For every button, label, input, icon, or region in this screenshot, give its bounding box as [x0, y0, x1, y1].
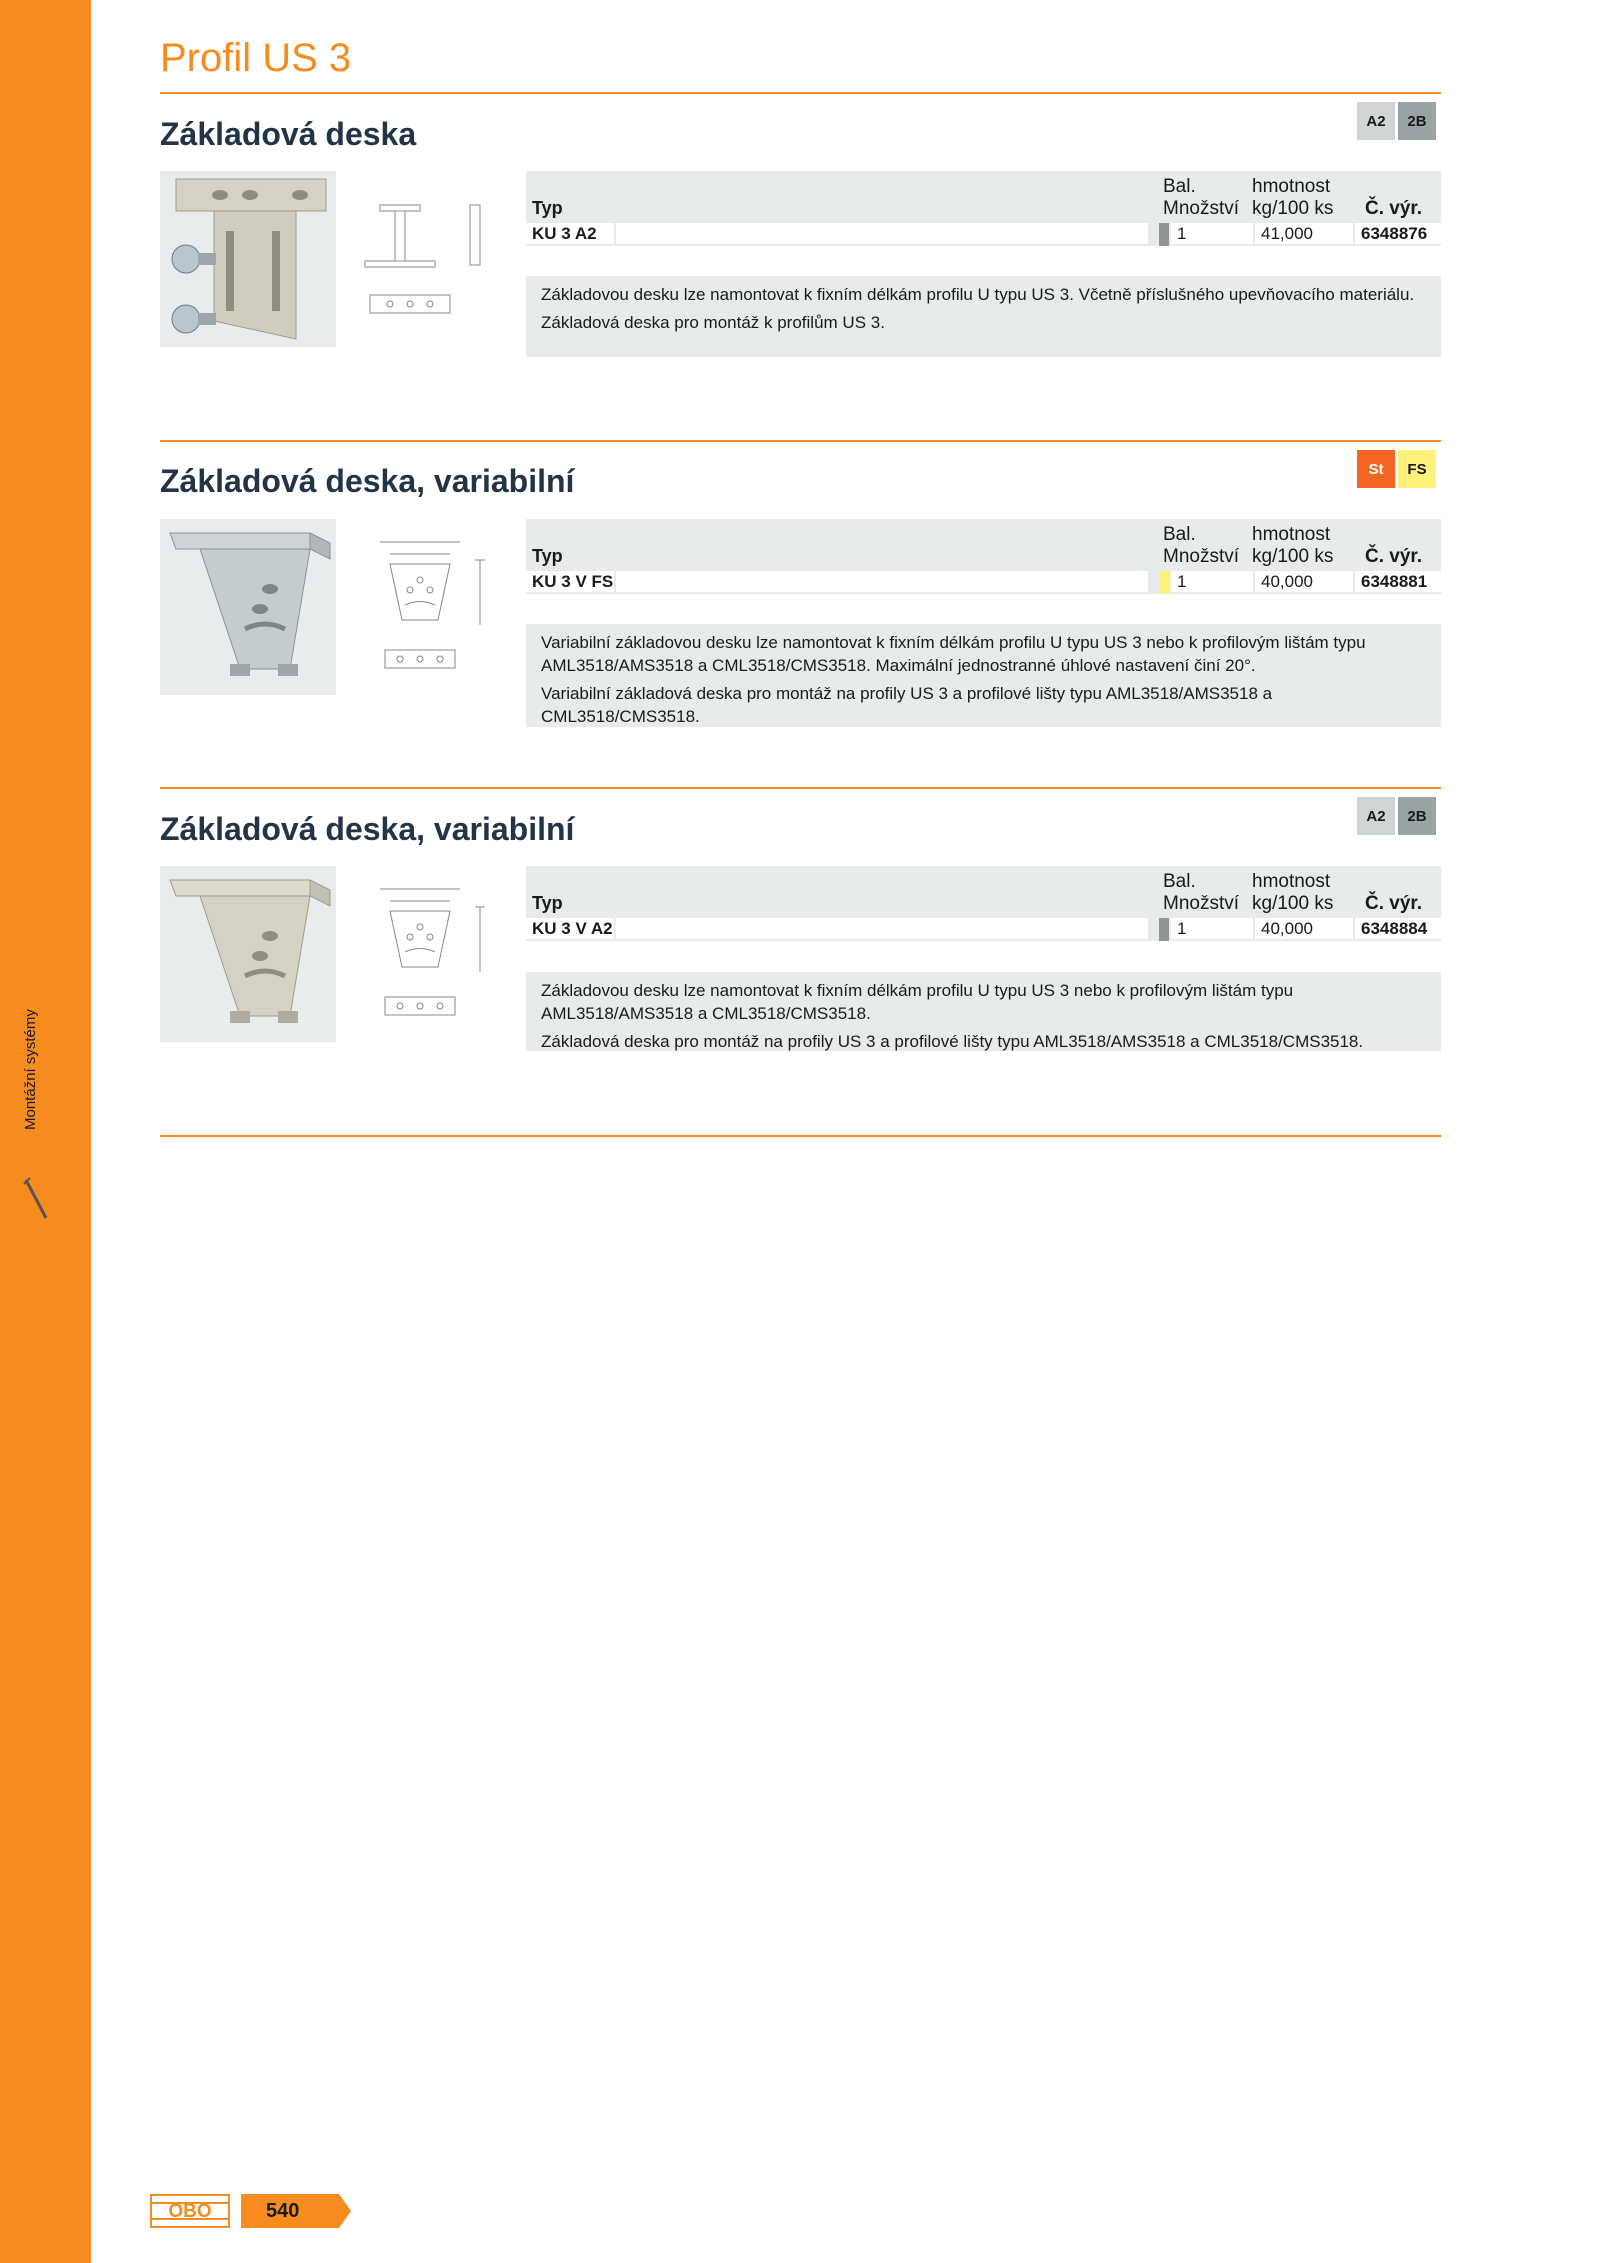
finish-badge: 2B [1398, 102, 1436, 140]
color-marker [1159, 223, 1169, 246]
color-marker [1159, 918, 1169, 941]
title-divider [160, 92, 1441, 94]
wrench-icon [22, 1176, 52, 1222]
page-number: 540 [266, 2200, 300, 2222]
section-title: Základová deska, variabilní [160, 811, 575, 847]
table-row: KU 3 V A2 1 40,000 6348884 [526, 918, 1441, 941]
product-description: Základovou desku lze namontovat k fixním délkám profilu U typu US 3. Včetně příslušného upevňovacího materiálu. Základová deska pro montáž k profilům US 3. [526, 276, 1441, 357]
finish-badge: FS [1398, 450, 1436, 488]
product-table [526, 171, 1441, 246]
product-table [526, 519, 1441, 594]
color-marker [1159, 571, 1169, 594]
section-divider [160, 1135, 1441, 1137]
product-photo [160, 519, 336, 695]
product-description: Variabilní základovou desku lze namontovat k fixním délkám profilu U typu US 3 nebo k profilovým lištám typu AML3518/AMS3518 a CML3518/CMS3518. Maximální jednostranné úhlové nastavení činí 20°. Variabilní základová deska pro montáž na profily US 3 a profilové lišty typu AML3518/AMS3518 a CML3518/CMS3518. [526, 624, 1441, 727]
material-badge: A2 [1357, 102, 1395, 140]
finish-badge: 2B [1398, 797, 1436, 835]
page-title: Profil US 3 [160, 36, 352, 80]
sidebar [0, 0, 91, 2263]
technical-drawing [360, 877, 510, 1053]
table-row: KU 3 V FS 1 40,000 6348881 [526, 571, 1441, 594]
table-header: Typ Bal. Množství hmotnost kg/100 ks Č. výr. [526, 866, 1441, 918]
material-badge: St [1357, 450, 1395, 488]
side-label: Montážní systémy [22, 1009, 39, 1130]
product-photo [160, 171, 336, 347]
obo-logo [150, 2194, 230, 2228]
table-header: Typ Bal. Množství hmotnost kg/100 ks Č. výr. [526, 519, 1441, 571]
section-title: Základová deska [160, 116, 417, 152]
section-title: Základová deska, variabilní [160, 463, 575, 499]
section-divider [160, 440, 1441, 442]
svg-text:OBO: OBO [168, 2201, 212, 2222]
product-description: Základovou desku lze namontovat k fixním délkám profilu U typu US 3 nebo k profilovým lištám typu AML3518/AMS3518 a CML3518/CMS3518. Základová deska pro montáž na profily US 3 a profilové lišty typu AML3518/AMS3518 a CML3518/CMS3518. [526, 972, 1441, 1051]
technical-drawing [360, 195, 510, 371]
section-divider [160, 787, 1441, 789]
product-table [526, 866, 1441, 941]
product-photo [160, 866, 336, 1042]
table-row: KU 3 A2 1 41,000 6348876 [526, 223, 1441, 246]
material-badge: A2 [1357, 797, 1395, 835]
technical-drawing [360, 530, 510, 706]
table-header: Typ Bal. Množství hmotnost kg/100 ks Č. výr. [526, 171, 1441, 223]
